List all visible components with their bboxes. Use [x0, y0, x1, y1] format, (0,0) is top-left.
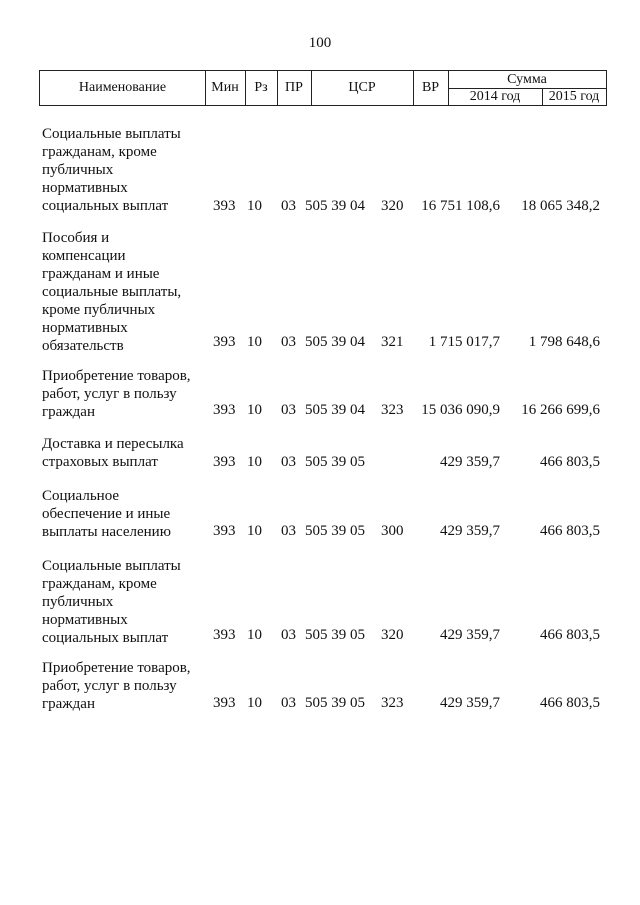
row-rz: 10 [247, 198, 262, 214]
row-min: 393 [213, 627, 236, 643]
row-csr: 505 39 05 [305, 695, 365, 711]
row-min: 393 [213, 523, 236, 539]
row-min: 393 [213, 334, 236, 350]
row-sum-2014: 15 036 090,9 [421, 402, 500, 418]
header-rz: Рз [245, 71, 278, 105]
row-rz: 10 [247, 402, 262, 418]
header-2014: 2014 год [448, 88, 543, 105]
header-sum: Сумма [448, 71, 606, 89]
row-name: Пособия и компенсации гражданам и иные социальные выплаты, кроме публичных нормативных обязательств [42, 230, 182, 354]
header-pr: ПР [277, 71, 312, 105]
row-sum-2015: 466 803,5 [540, 627, 600, 643]
row-sum-2015: 466 803,5 [540, 695, 600, 711]
header-csr: ЦСР [311, 71, 414, 105]
row-vr: 323 [381, 402, 404, 418]
row-name: Приобретение товаров, работ, услуг в пользу граждан [42, 660, 191, 712]
row-csr: 505 39 04 [305, 198, 365, 214]
row-csr: 505 39 05 [305, 454, 365, 470]
row-pr: 03 [281, 523, 296, 539]
row-min: 393 [213, 198, 236, 214]
row-name: Социальные выплаты гражданам, кроме публичных нормативных социальных выплат [42, 126, 181, 214]
page-number: 100 [308, 35, 332, 51]
row-rz: 10 [247, 334, 262, 350]
row-sum-2014: 1 715 017,7 [428, 334, 500, 350]
row-min: 393 [213, 695, 236, 711]
row-sum-2015: 18 065 348,2 [521, 198, 600, 214]
row-vr: 320 [381, 198, 404, 214]
row-sum-2014: 16 751 108,6 [421, 198, 500, 214]
row-rz: 10 [247, 523, 262, 539]
row-sum-2014: 429 359,7 [440, 627, 500, 643]
row-name: Доставка и пересылка страховых выплат [42, 436, 184, 470]
row-name: Социальное обеспечение и иные выплаты населению [42, 488, 171, 540]
row-rz: 10 [247, 627, 262, 643]
row-rz: 10 [247, 695, 262, 711]
row-csr: 505 39 04 [305, 334, 365, 350]
row-pr: 03 [281, 334, 296, 350]
row-sum-2014: 429 359,7 [440, 454, 500, 470]
header-2015: 2015 год [548, 89, 600, 104]
row-pr: 03 [281, 402, 296, 418]
row-csr: 505 39 04 [305, 402, 365, 418]
row-min: 393 [213, 454, 236, 470]
row-sum-2015: 466 803,5 [540, 523, 600, 539]
header-min: Мин [205, 71, 246, 105]
row-sum-2015: 1 798 648,6 [528, 334, 600, 350]
header-name: Наименование [40, 71, 206, 105]
row-csr: 505 39 05 [305, 627, 365, 643]
table-header [39, 70, 607, 106]
row-csr: 505 39 05 [305, 523, 365, 539]
row-vr: 300 [381, 523, 404, 539]
row-pr: 03 [281, 198, 296, 214]
row-sum-2014: 429 359,7 [440, 695, 500, 711]
row-name: Социальные выплаты гражданам, кроме публичных нормативных социальных выплат [42, 558, 181, 646]
row-sum-2014: 429 359,7 [440, 523, 500, 539]
row-sum-2015: 466 803,5 [540, 454, 600, 470]
row-vr: 320 [381, 627, 404, 643]
row-sum-2015: 16 266 699,6 [521, 402, 600, 418]
row-vr: 323 [381, 695, 404, 711]
row-rz: 10 [247, 454, 262, 470]
row-min: 393 [213, 402, 236, 418]
row-pr: 03 [281, 695, 296, 711]
row-pr: 03 [281, 627, 296, 643]
row-pr: 03 [281, 454, 296, 470]
row-vr: 321 [381, 334, 404, 350]
row-name: Приобретение товаров, работ, услуг в пользу граждан [42, 368, 191, 420]
header-vr: ВР [413, 71, 449, 105]
